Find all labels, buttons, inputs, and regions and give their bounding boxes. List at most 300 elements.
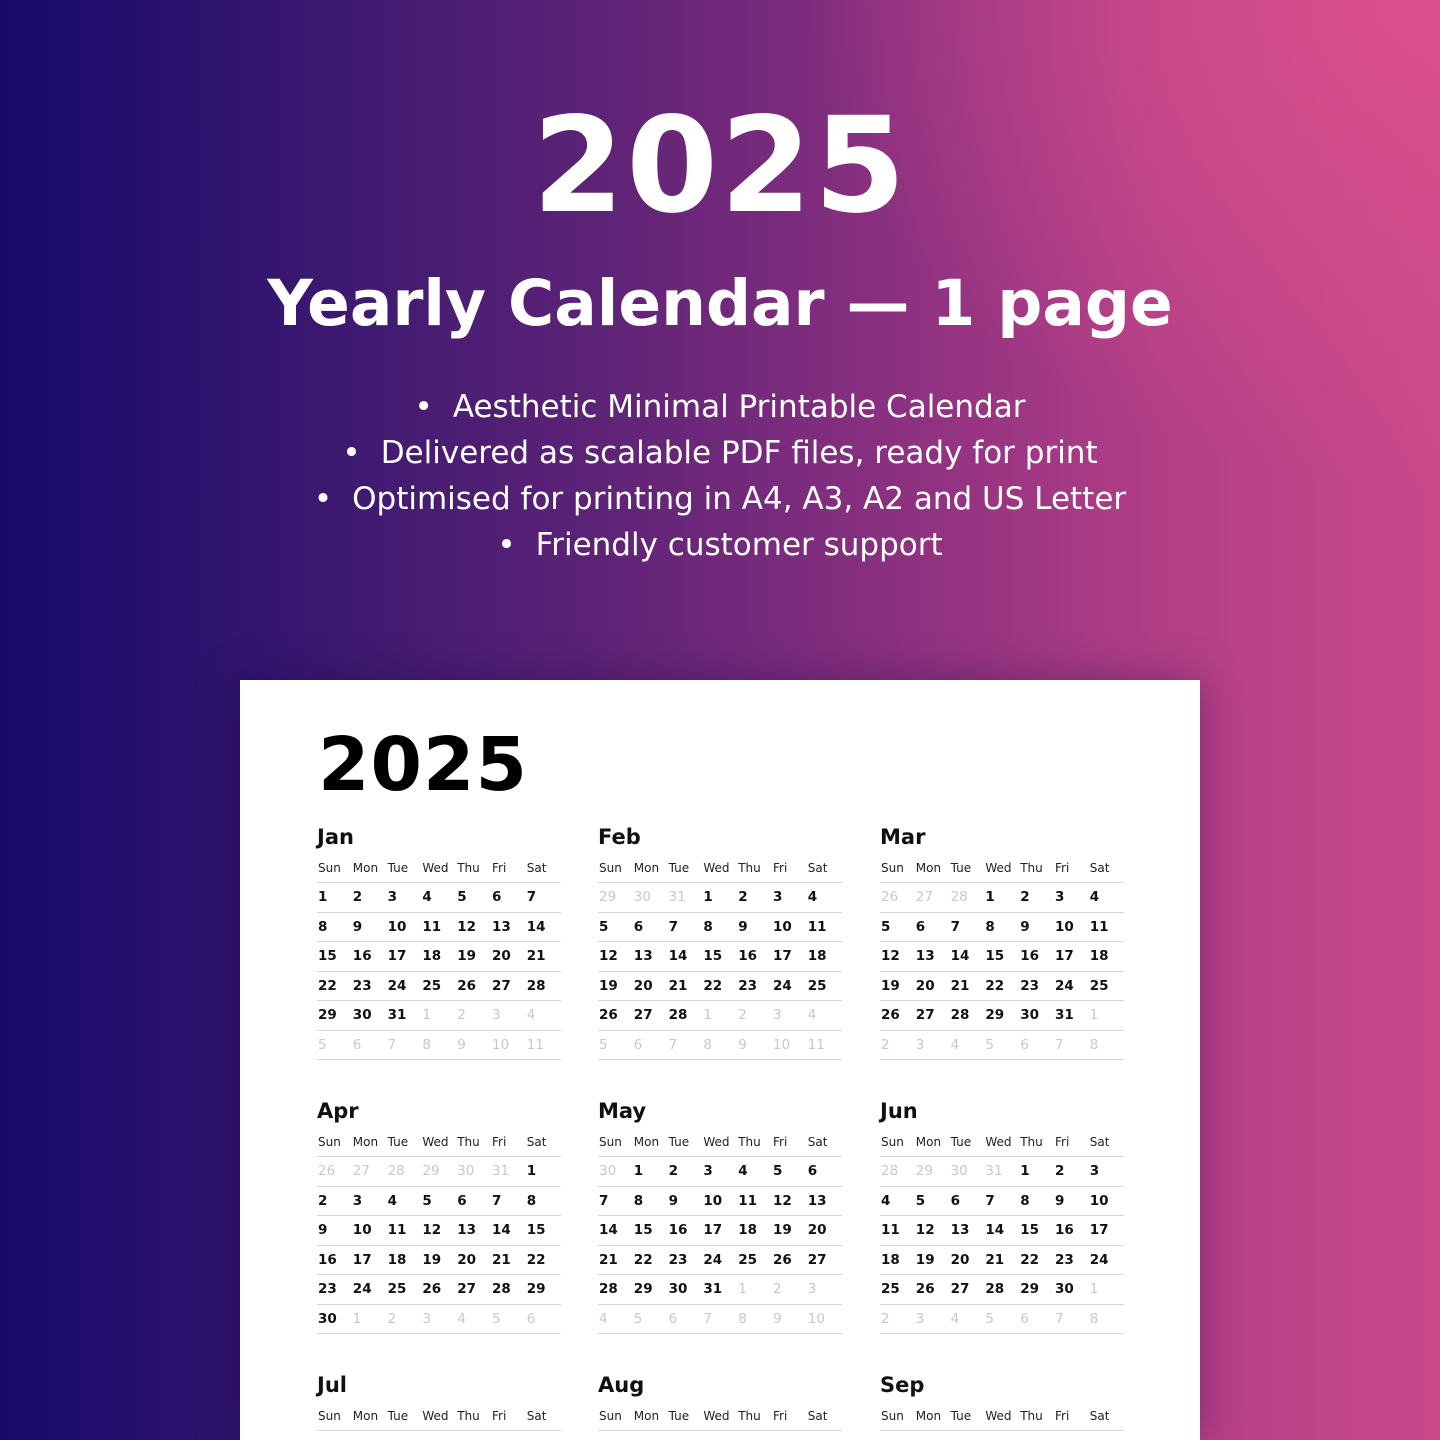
adjacent-month-day: 4 xyxy=(599,1310,608,1327)
adjacent-month-day: 7 xyxy=(1054,1310,1064,1327)
day-number: 8 xyxy=(318,918,328,935)
week-row xyxy=(317,942,561,972)
weekday-label: Wed xyxy=(985,861,1012,875)
day-number: 13 xyxy=(950,1222,970,1239)
weekday-label: Sat xyxy=(1089,861,1110,875)
day-number: 19 xyxy=(599,977,618,994)
day-number: 20 xyxy=(633,977,653,994)
day-number: 1 xyxy=(318,889,328,906)
weekday-label: Fri xyxy=(772,861,788,875)
day-number: 2 xyxy=(738,889,748,906)
adjacent-month-day: 7 xyxy=(387,1036,397,1053)
adjacent-month-day: 9 xyxy=(772,1310,782,1327)
adjacent-month-day: 3 xyxy=(772,1007,782,1024)
adjacent-month-day: 27 xyxy=(352,1163,370,1180)
week-row xyxy=(880,1246,1124,1276)
adjacent-month-day: 5 xyxy=(633,1310,643,1327)
day-number: 8 xyxy=(1020,1192,1030,1209)
weekday-label: Sat xyxy=(526,861,547,875)
weekday-label: Mon xyxy=(915,861,942,875)
day-number: 28 xyxy=(985,1281,1005,1298)
adjacent-month-day: 2 xyxy=(387,1310,397,1327)
day-number: 9 xyxy=(1020,918,1030,935)
month-aug xyxy=(598,1370,842,1431)
day-number: 4 xyxy=(1089,889,1100,906)
day-number: 10 xyxy=(703,1192,723,1209)
month-name: Aug xyxy=(598,1373,645,1397)
day-number: 9 xyxy=(352,918,363,935)
weekday-label: Thu xyxy=(738,1409,761,1423)
day-number: 15 xyxy=(1020,1222,1039,1239)
day-number: 19 xyxy=(772,1222,792,1239)
adjacent-month-day: 5 xyxy=(985,1036,994,1053)
weekday-label: Sun xyxy=(599,1409,622,1423)
adjacent-month-day: 1 xyxy=(1089,1007,1099,1024)
weekday-label: Tue xyxy=(668,861,690,875)
day-number: 25 xyxy=(387,1281,407,1298)
day-number: 10 xyxy=(1089,1192,1109,1209)
day-number: 17 xyxy=(1089,1222,1109,1239)
day-number: 29 xyxy=(526,1281,546,1298)
day-number: 21 xyxy=(950,977,970,994)
day-number: 27 xyxy=(633,1007,653,1024)
day-number: 13 xyxy=(915,948,935,965)
month-jan xyxy=(317,822,561,1060)
day-number: 8 xyxy=(703,918,713,935)
weekday-label: Mon xyxy=(633,1135,660,1149)
weekday-label: Sun xyxy=(318,1409,341,1423)
day-number: 21 xyxy=(599,1251,618,1268)
adjacent-month-day: 2 xyxy=(738,1007,747,1024)
day-number: 27 xyxy=(915,1007,935,1024)
day-number: 16 xyxy=(738,948,757,965)
weekday-label: Wed xyxy=(703,861,730,875)
week-row xyxy=(880,1157,1124,1187)
adjacent-month-day: 1 xyxy=(352,1310,362,1327)
day-number: 15 xyxy=(703,948,723,965)
adjacent-month-day: 8 xyxy=(1089,1036,1099,1053)
day-number: 5 xyxy=(599,918,609,935)
day-number: 29 xyxy=(985,1007,1005,1024)
day-number: 2 xyxy=(1020,889,1030,906)
day-number: 22 xyxy=(318,977,337,994)
day-number: 11 xyxy=(387,1222,407,1239)
month-name: Jan xyxy=(317,825,354,849)
day-number: 11 xyxy=(422,918,442,935)
week-row xyxy=(317,1031,561,1061)
adjacent-month-day: 31 xyxy=(985,1163,1003,1180)
adjacent-month-day: 10 xyxy=(491,1036,510,1053)
day-number: 27 xyxy=(457,1281,476,1298)
adjacent-month-day: 4 xyxy=(950,1310,960,1327)
day-number: 7 xyxy=(599,1192,609,1209)
bullet-icon: • xyxy=(497,527,516,563)
weekday-label: Fri xyxy=(491,1409,507,1423)
day-number: 28 xyxy=(526,977,546,994)
adjacent-month-day: 26 xyxy=(318,1163,336,1180)
month-day-grid xyxy=(317,1128,561,1334)
day-number: 4 xyxy=(807,889,818,906)
weekday-label: Mon xyxy=(633,861,660,875)
adjacent-month-day: 5 xyxy=(599,1036,608,1053)
weekday-label: Sun xyxy=(599,861,622,875)
day-number: 27 xyxy=(807,1251,827,1268)
day-number: 6 xyxy=(491,889,502,906)
day-number: 6 xyxy=(950,1192,960,1209)
adjacent-month-day: 4 xyxy=(807,1007,817,1024)
month-name: Jun xyxy=(880,1099,918,1123)
day-number: 30 xyxy=(352,1007,372,1024)
month-apr xyxy=(317,1096,561,1334)
day-number: 16 xyxy=(352,948,372,965)
bullet-icon: • xyxy=(313,481,333,517)
day-number: 22 xyxy=(985,977,1005,994)
day-number: 30 xyxy=(318,1310,337,1327)
day-number: 3 xyxy=(1089,1163,1100,1180)
day-number: 21 xyxy=(526,948,546,965)
day-number: 24 xyxy=(772,977,792,994)
adjacent-month-day: 1 xyxy=(703,1007,712,1024)
feature-text: Delivered as scalable PDF files, ready for print xyxy=(380,435,1098,471)
weekday-label: Thu xyxy=(1020,1409,1043,1423)
weekday-header-row xyxy=(317,1128,561,1157)
adjacent-month-day: 30 xyxy=(633,889,651,906)
day-number: 28 xyxy=(491,1281,511,1298)
day-number: 5 xyxy=(772,1163,783,1180)
day-number: 24 xyxy=(1089,1251,1109,1268)
weekday-label: Wed xyxy=(985,1409,1012,1423)
weekday-label: Sun xyxy=(599,1135,622,1149)
month-name: Mar xyxy=(880,825,926,849)
day-number: 28 xyxy=(599,1281,618,1298)
month-day-grid xyxy=(880,1402,1124,1431)
month-day-grid xyxy=(598,854,842,1060)
adjacent-month-day: 6 xyxy=(526,1310,536,1327)
day-number: 24 xyxy=(387,977,407,994)
day-number: 12 xyxy=(772,1192,792,1209)
day-number: 18 xyxy=(881,1251,900,1268)
day-number: 15 xyxy=(633,1222,653,1239)
feature-text: Aesthetic Minimal Printable Calendar xyxy=(452,389,1026,425)
day-number: 28 xyxy=(950,1007,970,1024)
day-number: 30 xyxy=(1054,1281,1074,1298)
day-number: 3 xyxy=(772,889,783,906)
weekday-header-row xyxy=(880,1402,1124,1431)
day-number: 5 xyxy=(915,1192,926,1209)
adjacent-month-day: 3 xyxy=(915,1310,925,1327)
day-number: 23 xyxy=(352,977,372,994)
day-number: 30 xyxy=(668,1281,688,1298)
day-number: 15 xyxy=(526,1222,546,1239)
day-number: 16 xyxy=(1054,1222,1074,1239)
adjacent-month-day: 30 xyxy=(950,1163,968,1180)
weekday-header-row xyxy=(598,1402,842,1431)
day-number: 6 xyxy=(915,918,926,935)
adjacent-month-day: 4 xyxy=(526,1007,536,1024)
adjacent-month-day: 6 xyxy=(1020,1310,1029,1327)
day-number: 11 xyxy=(738,1192,757,1209)
feature-item xyxy=(0,430,1440,476)
month-name: Jul xyxy=(317,1373,347,1397)
weekday-label: Sat xyxy=(807,861,828,875)
week-row xyxy=(880,1275,1124,1305)
day-number: 5 xyxy=(422,1192,432,1209)
day-number: 13 xyxy=(491,918,511,935)
month-day-grid xyxy=(598,1402,842,1431)
month-day-grid xyxy=(880,1128,1124,1334)
day-number: 23 xyxy=(318,1281,337,1298)
day-number: 1 xyxy=(633,1163,644,1180)
day-number: 18 xyxy=(1089,948,1109,965)
weekday-label: Mon xyxy=(352,1409,379,1423)
day-number: 25 xyxy=(807,977,827,994)
week-row xyxy=(317,1246,561,1276)
adjacent-month-day: 9 xyxy=(738,1036,747,1053)
week-row xyxy=(317,1216,561,1246)
day-number: 30 xyxy=(1020,1007,1039,1024)
weekday-label: Mon xyxy=(352,861,379,875)
day-number: 14 xyxy=(668,948,688,965)
day-number: 3 xyxy=(1054,889,1065,906)
day-number: 6 xyxy=(457,1192,467,1209)
bullet-icon: • xyxy=(342,435,361,471)
adjacent-month-day: 28 xyxy=(881,1163,899,1180)
adjacent-month-day: 29 xyxy=(599,889,617,906)
day-number: 1 xyxy=(703,889,713,906)
weekday-label: Thu xyxy=(738,861,761,875)
adjacent-month-day: 7 xyxy=(1054,1036,1064,1053)
adjacent-month-day: 26 xyxy=(881,889,899,906)
day-number: 14 xyxy=(599,1222,618,1239)
hero-subtitle: Yearly Calendar — 1 page xyxy=(267,267,1173,340)
month-day-grid xyxy=(317,854,561,1060)
adjacent-month-day: 2 xyxy=(881,1310,890,1327)
adjacent-month-day: 28 xyxy=(950,889,968,906)
day-number: 9 xyxy=(318,1222,328,1239)
day-number: 15 xyxy=(985,948,1005,965)
weekday-label: Tue xyxy=(387,1409,409,1423)
week-row xyxy=(598,1275,842,1305)
adjacent-month-day: 4 xyxy=(950,1036,960,1053)
day-number: 5 xyxy=(881,918,891,935)
adjacent-month-day: 8 xyxy=(1089,1310,1099,1327)
adjacent-month-day: 11 xyxy=(526,1036,544,1053)
day-number: 8 xyxy=(633,1192,644,1209)
week-row xyxy=(880,972,1124,1002)
adjacent-month-day: 6 xyxy=(352,1036,362,1053)
adjacent-month-day: 2 xyxy=(457,1007,466,1024)
weekday-label: Tue xyxy=(668,1135,690,1149)
adjacent-month-day: 3 xyxy=(915,1036,925,1053)
day-number: 3 xyxy=(352,1192,363,1209)
week-row xyxy=(880,883,1124,913)
weekday-label: Fri xyxy=(1054,1409,1070,1423)
adjacent-month-day: 2 xyxy=(881,1036,890,1053)
day-number: 17 xyxy=(772,948,792,965)
adjacent-month-day: 31 xyxy=(668,889,686,906)
day-number: 16 xyxy=(1020,948,1039,965)
weekday-label: Fri xyxy=(1054,1135,1070,1149)
day-number: 14 xyxy=(491,1222,511,1239)
day-number: 4 xyxy=(881,1192,891,1209)
day-number: 18 xyxy=(422,948,442,965)
day-number: 2 xyxy=(352,889,363,906)
day-number: 4 xyxy=(387,1192,397,1209)
weekday-label: Wed xyxy=(422,1135,449,1149)
weekday-label: Mon xyxy=(915,1135,942,1149)
week-row xyxy=(598,913,842,943)
weekday-label: Tue xyxy=(950,861,972,875)
day-number: 8 xyxy=(985,918,995,935)
day-number: 21 xyxy=(985,1251,1005,1268)
day-number: 26 xyxy=(422,1281,442,1298)
day-number: 9 xyxy=(668,1192,678,1209)
adjacent-month-day: 7 xyxy=(668,1036,678,1053)
adjacent-month-day: 6 xyxy=(1020,1036,1029,1053)
weekday-label: Sun xyxy=(881,1135,904,1149)
day-number: 3 xyxy=(387,889,397,906)
month-feb xyxy=(598,822,842,1060)
weekday-label: Sat xyxy=(1089,1409,1110,1423)
day-number: 6 xyxy=(633,918,644,935)
day-number: 11 xyxy=(881,1222,900,1239)
day-number: 23 xyxy=(738,977,757,994)
day-number: 20 xyxy=(950,1251,970,1268)
day-number: 12 xyxy=(422,1222,442,1239)
adjacent-month-day: 28 xyxy=(387,1163,405,1180)
month-sep xyxy=(880,1370,1124,1431)
day-number: 25 xyxy=(422,977,442,994)
weekday-header-row xyxy=(880,1128,1124,1157)
weekday-header-row xyxy=(598,854,842,883)
weekday-label: Wed xyxy=(422,861,449,875)
day-number: 5 xyxy=(457,889,467,906)
weekday-label: Thu xyxy=(738,1135,761,1149)
adjacent-month-day: 8 xyxy=(738,1310,747,1327)
weekday-label: Tue xyxy=(950,1135,972,1149)
adjacent-month-day: 5 xyxy=(985,1310,994,1327)
day-number: 25 xyxy=(881,1281,900,1298)
adjacent-month-day: 29 xyxy=(915,1163,933,1180)
day-number: 26 xyxy=(599,1007,618,1024)
sheet-year-title: 2025 xyxy=(318,722,528,808)
weekday-label: Sat xyxy=(526,1135,547,1149)
day-number: 19 xyxy=(422,1251,442,1268)
month-day-grid xyxy=(317,1402,561,1431)
week-row xyxy=(598,972,842,1002)
month-mar xyxy=(880,822,1124,1060)
day-number: 29 xyxy=(1020,1281,1039,1298)
weekday-label: Sun xyxy=(881,1409,904,1423)
week-row xyxy=(317,1001,561,1031)
day-number: 31 xyxy=(1054,1007,1074,1024)
month-jul xyxy=(317,1370,561,1431)
day-number: 18 xyxy=(738,1222,757,1239)
adjacent-month-day: 10 xyxy=(772,1036,791,1053)
feature-item xyxy=(0,522,1440,568)
weekday-label: Sun xyxy=(318,861,341,875)
day-number: 23 xyxy=(1020,977,1039,994)
day-number: 6 xyxy=(807,1163,818,1180)
day-number: 20 xyxy=(915,977,935,994)
day-number: 20 xyxy=(491,948,511,965)
day-number: 7 xyxy=(668,918,678,935)
day-number: 29 xyxy=(318,1007,337,1024)
day-number: 7 xyxy=(985,1192,995,1209)
month-name: Sep xyxy=(880,1373,925,1397)
weekday-label: Sat xyxy=(807,1135,828,1149)
week-row xyxy=(598,883,842,913)
week-row xyxy=(598,942,842,972)
day-number: 3 xyxy=(703,1163,713,1180)
day-number: 24 xyxy=(1054,977,1074,994)
day-number: 31 xyxy=(387,1007,407,1024)
day-number: 9 xyxy=(738,918,748,935)
weekday-label: Sat xyxy=(526,1409,547,1423)
week-row xyxy=(880,1001,1124,1031)
day-number: 7 xyxy=(526,889,537,906)
day-number: 26 xyxy=(881,1007,900,1024)
day-number: 2 xyxy=(668,1163,678,1180)
day-number: 25 xyxy=(1089,977,1109,994)
week-row xyxy=(880,942,1124,972)
day-number: 16 xyxy=(318,1251,337,1268)
day-number: 10 xyxy=(352,1222,372,1239)
week-row xyxy=(598,1157,842,1187)
week-row xyxy=(317,913,561,943)
adjacent-month-day: 3 xyxy=(422,1310,431,1327)
week-row xyxy=(317,1275,561,1305)
weekday-label: Tue xyxy=(387,861,409,875)
adjacent-month-day: 31 xyxy=(491,1163,510,1180)
day-number: 26 xyxy=(915,1281,935,1298)
day-number: 17 xyxy=(352,1251,372,1268)
hero-year-title: 2025 xyxy=(532,89,908,243)
day-number: 29 xyxy=(633,1281,653,1298)
weekday-label: Wed xyxy=(422,1409,449,1423)
adjacent-month-day: 1 xyxy=(422,1007,431,1024)
week-row xyxy=(598,1305,842,1335)
week-row xyxy=(880,1216,1124,1246)
day-number: 24 xyxy=(352,1281,372,1298)
week-row xyxy=(880,1305,1124,1335)
feature-item xyxy=(0,384,1440,430)
weekday-label: Sun xyxy=(318,1135,341,1149)
day-number: 17 xyxy=(703,1222,723,1239)
day-number: 1 xyxy=(985,889,995,906)
day-number: 20 xyxy=(457,1251,476,1268)
month-jun xyxy=(880,1096,1124,1334)
day-number: 14 xyxy=(985,1222,1005,1239)
week-row xyxy=(317,1305,561,1335)
adjacent-month-day: 4 xyxy=(457,1310,466,1327)
weekday-label: Tue xyxy=(668,1409,690,1423)
weekday-label: Fri xyxy=(491,1135,507,1149)
week-row xyxy=(317,972,561,1002)
day-number: 12 xyxy=(915,1222,935,1239)
weekday-label: Wed xyxy=(985,1135,1012,1149)
day-number: 21 xyxy=(668,977,688,994)
day-number: 26 xyxy=(457,977,476,994)
week-row xyxy=(880,1187,1124,1217)
day-number: 13 xyxy=(807,1192,827,1209)
day-number: 11 xyxy=(807,918,827,935)
day-number: 14 xyxy=(950,948,970,965)
weekday-label: Sun xyxy=(881,861,904,875)
adjacent-month-day: 9 xyxy=(457,1036,466,1053)
day-number: 12 xyxy=(599,948,618,965)
day-number: 12 xyxy=(457,918,476,935)
